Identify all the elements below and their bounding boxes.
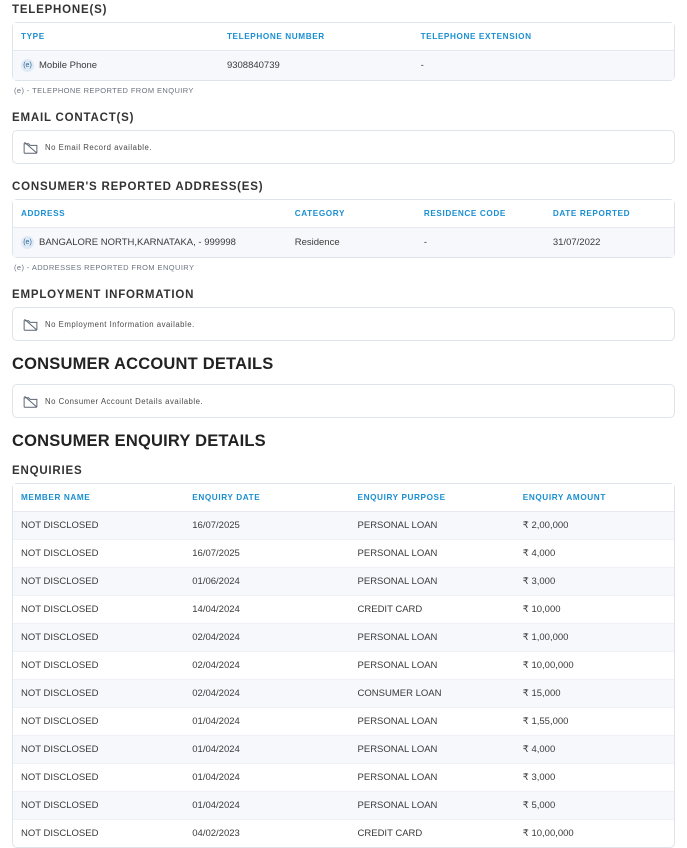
table-row	[13, 736, 674, 764]
telephones-table	[13, 23, 674, 80]
enquiries-table	[13, 484, 674, 847]
employment-section-title: EMPLOYMENT INFORMATION	[12, 289, 195, 301]
enquiry-purpose-cell: PERSONAL LOAN	[350, 792, 515, 820]
member-name-cell: NOT DISCLOSED	[13, 512, 184, 540]
column-header-category: CATEGORY	[287, 200, 416, 228]
enquiry-badge-icon: (e)	[21, 236, 34, 249]
member-name-cell: NOT DISCLOSED	[13, 540, 184, 568]
column-header-enquiry-date: ENQUIRY DATE	[184, 484, 349, 512]
member-name-cell: NOT DISCLOSED	[13, 708, 184, 736]
addresses-section-title: CONSUMER'S REPORTED ADDRESS(ES)	[12, 181, 264, 193]
table-row	[13, 652, 674, 680]
enquiry-purpose-cell: PERSONAL LOAN	[350, 708, 515, 736]
enquiry-date-cell: 01/06/2024	[184, 568, 349, 596]
enquiry-date-cell: 04/02/2023	[192, 828, 240, 839]
no-data-icon	[23, 395, 38, 408]
enquiries-subtitle: ENQUIRIES	[12, 465, 83, 477]
enquiry-amount-cell: ₹ 2,00,000	[515, 512, 674, 540]
table-row	[13, 228, 674, 258]
column-header-date-reported: DATE REPORTED	[545, 200, 674, 228]
telephone-extension-cell: -	[420, 60, 424, 71]
enquiry-purpose-cell: PERSONAL LOAN	[350, 764, 515, 792]
member-name-cell: NOT DISCLOSED	[13, 680, 184, 708]
column-header-residence-code: RESIDENCE CODE	[416, 200, 545, 228]
telephones-section-title: TELEPHONE(S)	[12, 4, 108, 16]
table-row	[13, 820, 674, 848]
member-name-cell: NOT DISCLOSED	[13, 596, 184, 624]
enquiry-purpose-cell: PERSONAL LOAN	[350, 568, 515, 596]
enquiry-amount-cell: ₹ 4,000	[515, 540, 674, 568]
enquiry-purpose-cell: PERSONAL LOAN	[350, 652, 515, 680]
enquiry-date-cell: 01/04/2024	[184, 764, 349, 792]
addresses-footnote: (e) - ADDRESSES REPORTED FROM ENQUIRY	[14, 263, 195, 272]
telephones-footnote: (e) - TELEPHONE REPORTED FROM ENQUIRY	[14, 86, 194, 95]
emails-empty-state	[12, 130, 675, 164]
addresses-table-card	[12, 199, 675, 258]
enquiry-amount-cell: ₹ 1,00,000	[515, 624, 674, 652]
table-row	[13, 624, 674, 652]
column-header-telephone-number: TELEPHONE NUMBER	[219, 23, 413, 51]
addresses-table	[13, 200, 674, 257]
enquiry-date-cell: 01/04/2024	[184, 792, 349, 820]
table-row	[13, 596, 674, 624]
member-name-cell: NOT DISCLOSED	[13, 568, 184, 596]
member-name-cell: NOT DISCLOSED	[21, 828, 99, 839]
enquiries-table-body	[13, 512, 674, 848]
column-header-member-name: MEMBER NAME	[13, 484, 184, 512]
member-name-cell: NOT DISCLOSED	[13, 652, 184, 680]
member-name-cell: NOT DISCLOSED	[13, 792, 184, 820]
table-row	[13, 51, 674, 81]
table-header-row	[13, 200, 674, 228]
telephone-type-value: Mobile Phone	[39, 60, 98, 72]
account-details-title: CONSUMER ACCOUNT DETAILS	[12, 355, 274, 373]
enquiries-table-card	[12, 483, 675, 848]
member-name-cell: NOT DISCLOSED	[13, 764, 184, 792]
enquiry-amount-cell: ₹ 4,000	[515, 736, 674, 764]
table-row	[13, 792, 674, 820]
enquiry-date-cell: 16/07/2025	[184, 512, 349, 540]
table-row	[13, 764, 674, 792]
address-category-cell: Residence	[294, 237, 340, 248]
enquiry-purpose-cell: PERSONAL LOAN	[350, 736, 515, 764]
enquiry-date-cell: 02/04/2024	[184, 624, 349, 652]
enquiry-date-cell: 14/04/2024	[184, 596, 349, 624]
account-details-empty-message: No Consumer Account Details available.	[45, 396, 204, 406]
employment-empty-message: No Employment Information available.	[45, 319, 195, 329]
enquiry-amount-cell: ₹ 10,000	[515, 596, 674, 624]
column-header-telephone-extension: TELEPHONE EXTENSION	[413, 23, 674, 51]
enquiry-badge-icon: (e)	[21, 59, 34, 72]
member-name-cell: NOT DISCLOSED	[13, 624, 184, 652]
enquiry-purpose-cell: PERSONAL LOAN	[350, 540, 515, 568]
table-row	[13, 512, 674, 540]
date-reported-cell: 31/07/2022	[552, 237, 601, 248]
table-row	[13, 568, 674, 596]
enquiry-date-cell: 16/07/2025	[184, 540, 349, 568]
table-header-row	[13, 484, 674, 512]
enquiry-date-cell: 02/04/2024	[184, 652, 349, 680]
enquiry-purpose-cell: CONSUMER LOAN	[350, 680, 515, 708]
table-row	[13, 680, 674, 708]
table-row	[13, 708, 674, 736]
telephone-type-cell	[13, 51, 219, 81]
enquiry-purpose-cell: CREDIT CARD	[357, 828, 423, 839]
enquiry-amount-cell: ₹ 5,000	[515, 792, 674, 820]
table-header-row	[13, 23, 674, 51]
enquiry-date-cell: 01/04/2024	[184, 708, 349, 736]
account-details-empty-state	[12, 384, 675, 418]
enquiry-amount-cell: ₹ 10,00,000	[515, 652, 674, 680]
residence-code-cell: -	[423, 237, 427, 248]
enquiry-amount-cell: ₹ 1,55,000	[515, 708, 674, 736]
address-value: BANGALORE NORTH,KARNATAKA, - 999998	[39, 237, 236, 249]
enquiry-amount-cell: ₹ 3,000	[515, 568, 674, 596]
enquiry-amount-cell: ₹ 15,000	[515, 680, 674, 708]
enquiry-purpose-cell: CREDIT CARD	[350, 596, 515, 624]
enquiry-date-cell: 02/04/2024	[184, 680, 349, 708]
employment-empty-state	[12, 307, 675, 341]
no-data-icon	[23, 141, 38, 154]
enquiry-details-title: CONSUMER ENQUIRY DETAILS	[12, 432, 266, 450]
enquiry-date-cell: 01/04/2024	[184, 736, 349, 764]
no-data-icon	[23, 318, 38, 331]
enquiry-purpose-cell: PERSONAL LOAN	[350, 512, 515, 540]
enquiry-amount-cell: ₹ 10,00,000	[522, 828, 574, 839]
table-row	[13, 540, 674, 568]
enquiry-amount-cell: ₹ 3,000	[515, 764, 674, 792]
column-header-type: TYPE	[13, 23, 219, 51]
member-name-cell: NOT DISCLOSED	[13, 736, 184, 764]
column-header-enquiry-purpose: ENQUIRY PURPOSE	[350, 484, 515, 512]
enquiry-purpose-cell: PERSONAL LOAN	[350, 624, 515, 652]
emails-section-title: EMAIL CONTACT(S)	[12, 112, 135, 124]
column-header-enquiry-amount: ENQUIRY AMOUNT	[515, 484, 674, 512]
column-header-address: ADDRESS	[13, 200, 287, 228]
telephones-table-card	[12, 22, 675, 81]
emails-empty-message: No Email Record available.	[45, 142, 153, 152]
address-cell	[13, 228, 287, 258]
telephone-number-cell: 9308840739	[226, 60, 280, 71]
